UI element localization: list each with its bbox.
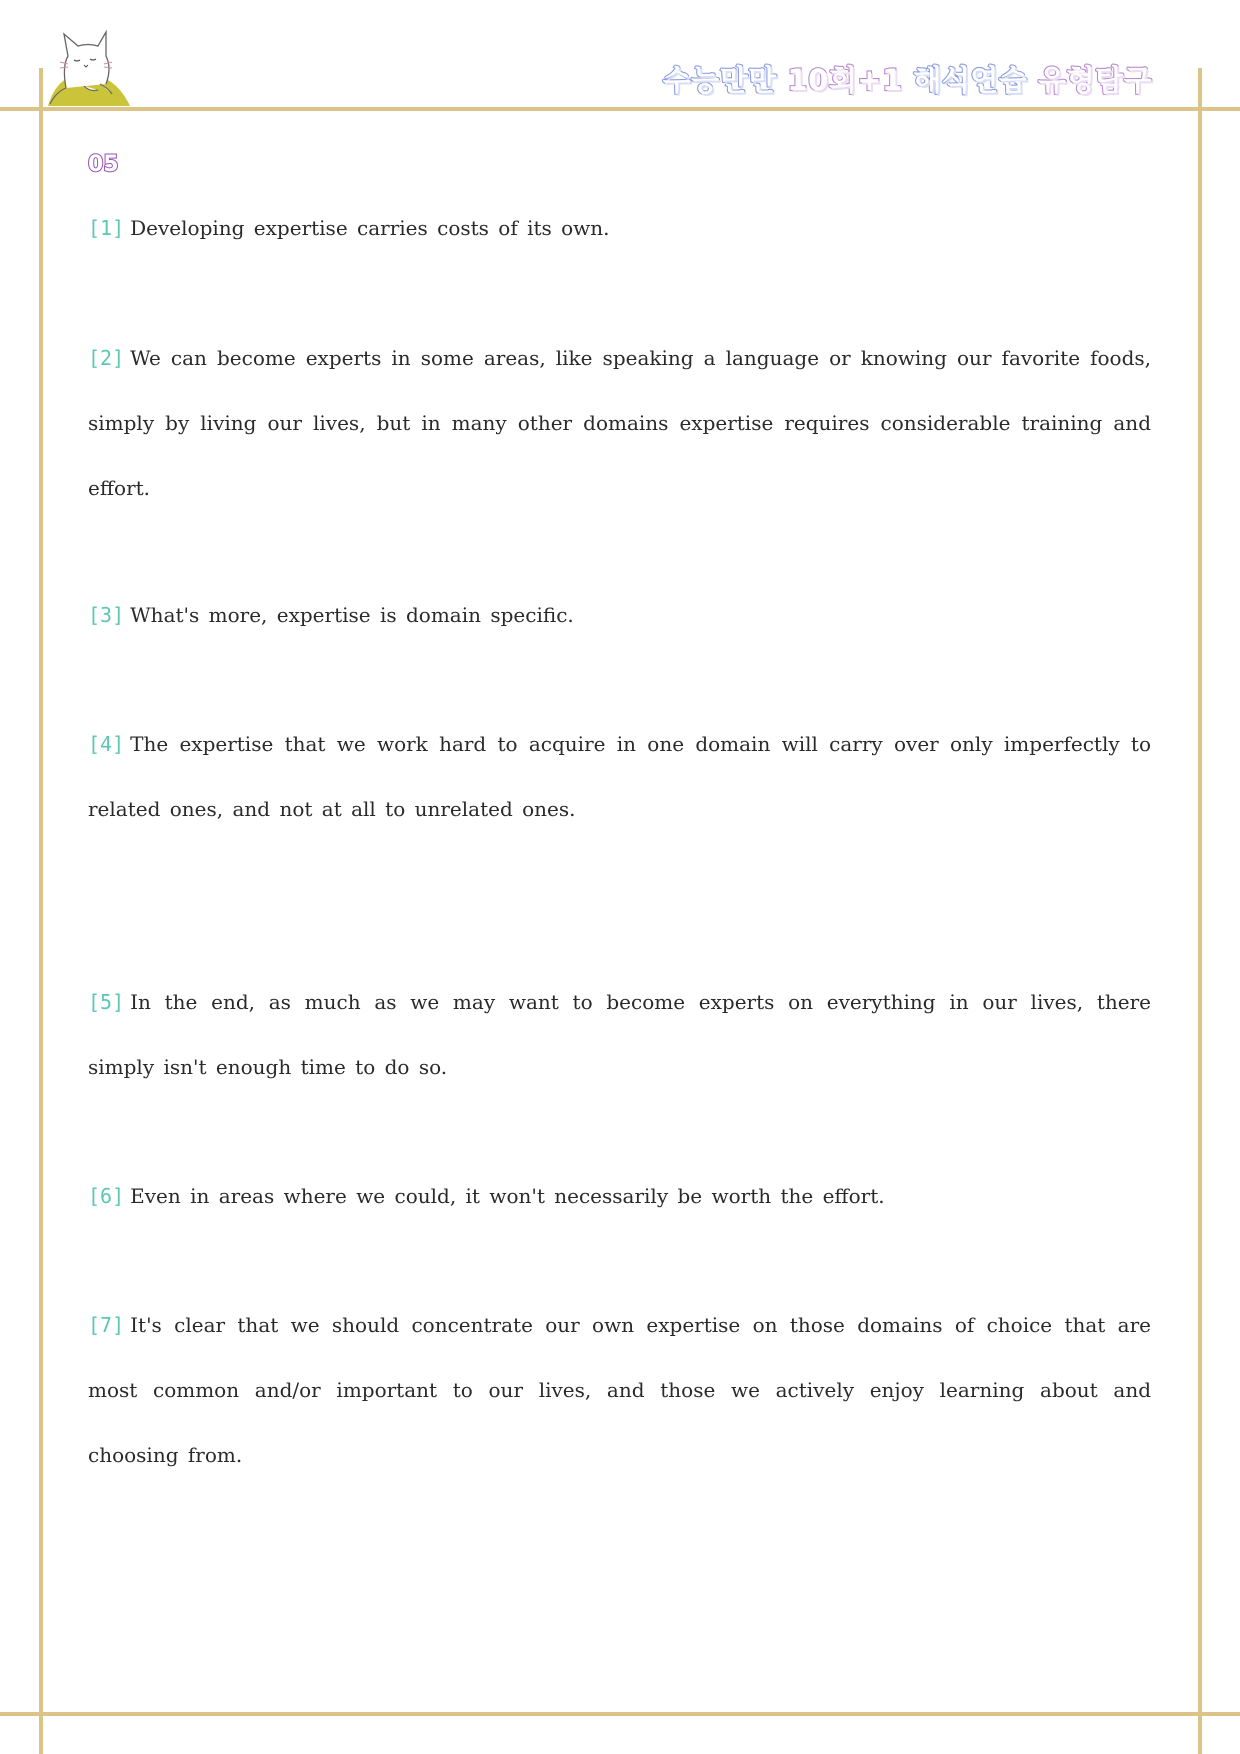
sentence-number: [1] xyxy=(88,216,125,240)
header-title xyxy=(663,58,1152,99)
header-title-part4: 유형탐구 xyxy=(1037,63,1152,97)
sentence-number: [6] xyxy=(88,1184,125,1208)
sentence-6 xyxy=(88,1164,1151,1229)
sentence-7 xyxy=(88,1293,1151,1488)
header-title-part1: 수능만만 xyxy=(662,63,777,97)
sentence-text: Developing expertise carries costs of its own. xyxy=(130,216,610,240)
sentence-number: [2] xyxy=(88,346,125,370)
frame-left-line xyxy=(39,68,43,1754)
sentence-text: In the end, as much as we may want to become experts on everything in our lives, there simply isn't enough time to do so. xyxy=(88,990,1151,1079)
sentence-text: What's more, expertise is domain specific. xyxy=(130,603,574,627)
header-title-part2: 10회+1 xyxy=(787,63,903,97)
question-number: 05 xyxy=(88,152,119,177)
sentence-number: [5] xyxy=(88,990,125,1014)
sentence-2 xyxy=(88,326,1151,521)
sentence-1 xyxy=(88,196,1151,261)
frame-bottom-line xyxy=(0,1712,1240,1716)
sentence-3 xyxy=(88,583,1151,648)
sentence-number: [4] xyxy=(88,732,125,756)
sentence-text: We can become experts in some areas, like speaking a language or knowing our favorite foods, simply by living our lives, but in many other domains expertise requires considerable training and effort. xyxy=(88,346,1151,500)
sentence-4 xyxy=(88,712,1151,842)
sentence-text: Even in areas where we could, it won't necessarily be worth the effort. xyxy=(130,1184,885,1208)
frame-right-line xyxy=(1198,68,1202,1754)
sentence-text: It's clear that we should concentrate our own expertise on those domains of choice that are most common and/or important to our lives, and those we actively enjoy learning about and choosing from. xyxy=(88,1313,1151,1467)
sentence-number: [3] xyxy=(88,603,125,627)
sentence-number: [7] xyxy=(88,1313,125,1337)
cat-icon xyxy=(44,26,134,106)
sentence-5 xyxy=(88,970,1151,1100)
frame-top-line xyxy=(0,107,1240,111)
header-title-part3: 해석연습 xyxy=(913,63,1028,97)
sentence-text: The expertise that we work hard to acquire in one domain will carry over only imperfectly to related ones, and not at all to unrelated ones. xyxy=(88,732,1151,821)
